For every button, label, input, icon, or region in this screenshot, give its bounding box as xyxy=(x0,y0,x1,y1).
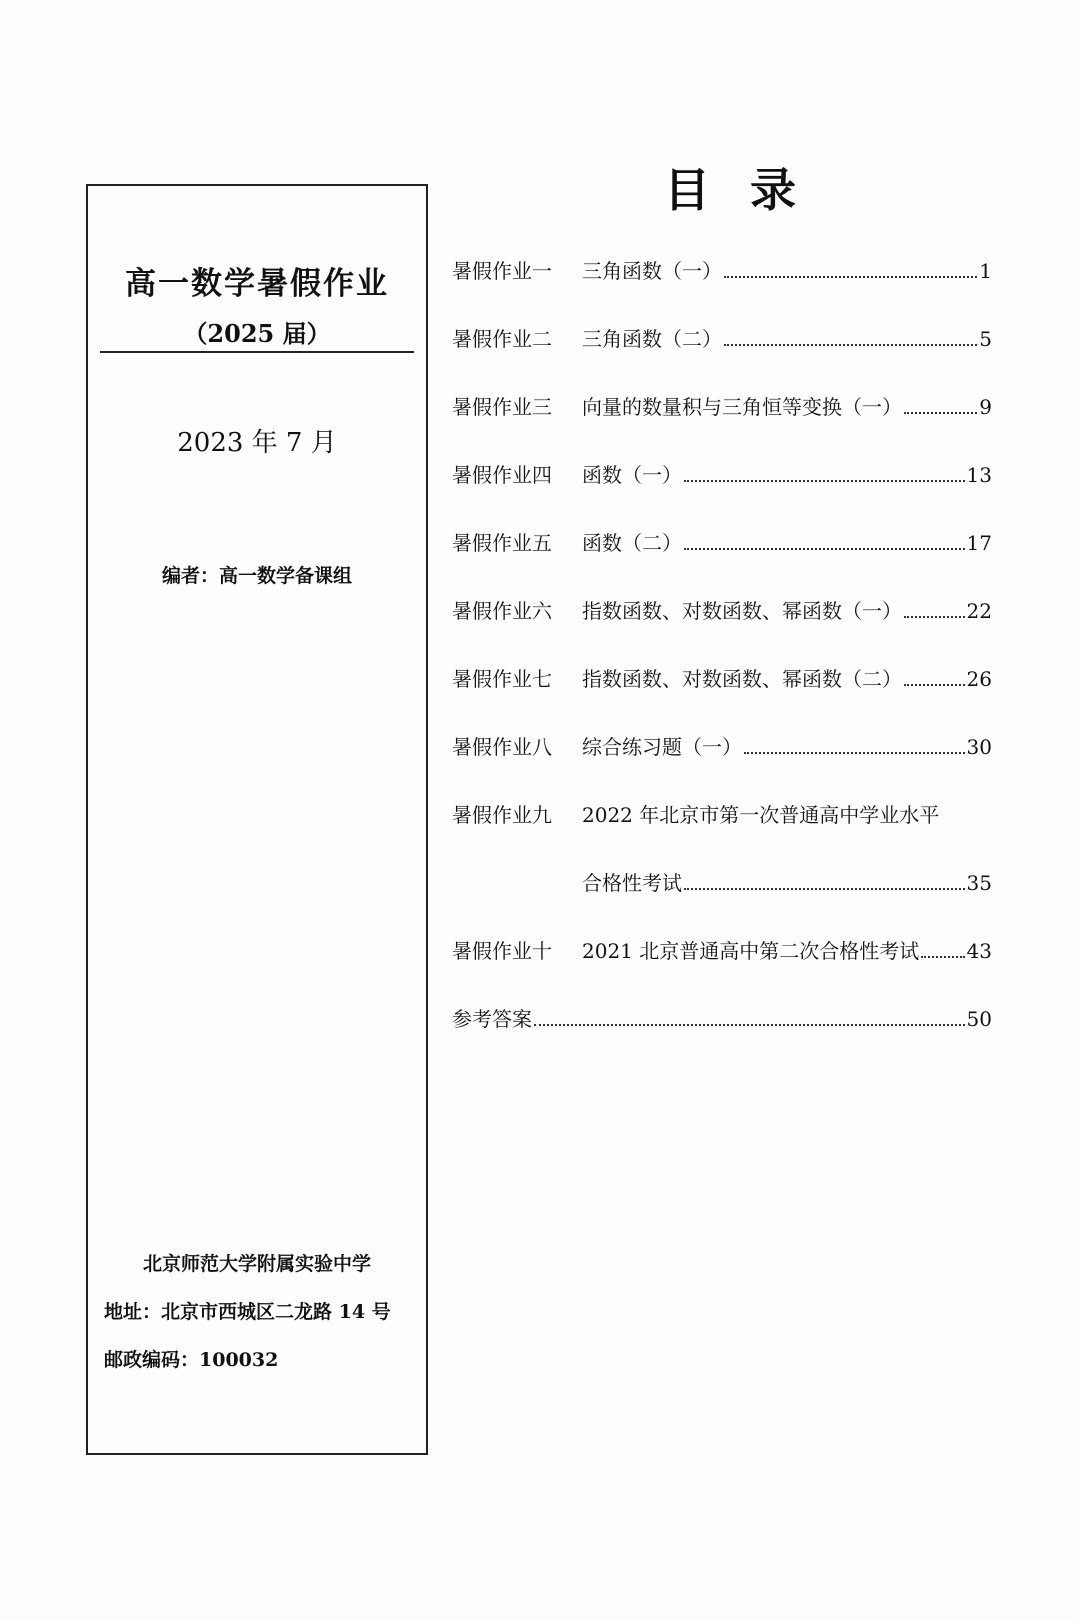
toc-leader xyxy=(684,888,965,890)
toc-leader xyxy=(921,956,964,958)
toc-leader xyxy=(744,752,965,754)
toc-entry[interactable] xyxy=(452,731,992,761)
toc-entry-page: 43 xyxy=(966,939,992,963)
toc-entry[interactable] xyxy=(452,255,992,285)
toc-entry-title: 向量的数量积与三角恒等变换（一） xyxy=(582,395,902,419)
toc-entry-title: 参考答案 xyxy=(452,1007,532,1031)
cover-editor: 编者：高一数学备课组 xyxy=(161,565,352,587)
toc-entry-title: 2021 北京普通高中第二次合格性考试 xyxy=(582,939,920,963)
cover-title: 高一数学暑假作业 xyxy=(125,266,389,302)
toc-entry-label: 暑假作业五 xyxy=(452,531,552,555)
toc-entry[interactable] xyxy=(452,663,992,693)
toc-entry-title: 三角函数（一） xyxy=(582,259,722,283)
toc-entry-label: 暑假作业九 xyxy=(452,803,552,827)
cover-date: 2023 年 7 月 xyxy=(177,428,337,458)
toc-entry-label: 暑假作业八 xyxy=(452,735,552,759)
toc-entry-page: 50 xyxy=(966,1007,992,1031)
toc-entry-label: 暑假作业二 xyxy=(452,327,552,351)
toc-entry[interactable] xyxy=(452,595,992,625)
toc-entry[interactable] xyxy=(452,391,992,421)
toc-entry-title: 指数函数、对数函数、幂函数（二） xyxy=(582,667,902,691)
toc-entry-title: 三角函数（二） xyxy=(582,327,722,351)
toc-leader xyxy=(684,480,965,482)
toc-entry-title: 函数（一） xyxy=(582,463,682,487)
toc-leader xyxy=(684,548,965,550)
cover-school: 北京师范大学附属实验中学 xyxy=(142,1253,371,1275)
toc-entry-page: 35 xyxy=(966,871,992,895)
cover-year-label: （2025 届） xyxy=(183,319,331,348)
toc-entry[interactable] xyxy=(452,799,992,829)
toc-entry-page: 17 xyxy=(966,531,992,555)
toc-entry-title: 合格性考试 xyxy=(582,871,682,895)
toc-entry-label: 暑假作业七 xyxy=(452,667,552,691)
toc-entry[interactable] xyxy=(452,323,992,353)
toc-entry-continuation[interactable] xyxy=(452,867,992,897)
toc-entry[interactable] xyxy=(452,459,992,489)
toc-entry-label: 暑假作业六 xyxy=(452,599,552,623)
toc-leader xyxy=(904,684,965,686)
toc-entry-label: 暑假作业四 xyxy=(452,463,552,487)
toc-leader xyxy=(904,616,965,618)
cover-address: 地址：北京市西城区二龙路 14 号 xyxy=(104,1301,391,1323)
toc-leader xyxy=(724,276,977,278)
toc-leader xyxy=(904,412,977,414)
toc-entry-title: 指数函数、对数函数、幂函数（一） xyxy=(582,599,902,623)
cover-postcode: 邮政编码：100032 xyxy=(104,1349,279,1371)
toc-entry-page: 9 xyxy=(979,395,992,419)
toc-leader xyxy=(534,1024,965,1026)
toc-entry-page: 22 xyxy=(966,599,992,623)
cover-panel xyxy=(86,184,428,1455)
toc-entry[interactable] xyxy=(452,527,992,557)
toc-entry-page: 1 xyxy=(979,259,992,283)
toc-entry-label: 暑假作业十 xyxy=(452,939,552,963)
toc-entry-label: 暑假作业三 xyxy=(452,395,552,419)
toc-entry-page: 26 xyxy=(966,667,992,691)
toc-entry-page: 13 xyxy=(966,463,992,487)
toc-entry[interactable] xyxy=(452,935,992,965)
toc-entry-title: 综合练习题（一） xyxy=(582,735,742,759)
toc-entry-answers[interactable] xyxy=(452,1003,992,1033)
toc-entry-title: 函数（二） xyxy=(582,531,682,555)
cover-divider xyxy=(100,351,414,353)
toc-entry-page: 30 xyxy=(966,735,992,759)
toc-entry-title: 2022 年北京市第一次普通高中学业水平 xyxy=(582,803,940,827)
toc-entry-label: 暑假作业一 xyxy=(452,259,552,283)
toc-leader xyxy=(724,344,977,346)
toc-entry-page: 5 xyxy=(979,327,992,351)
toc-heading: 目录 xyxy=(664,163,836,217)
